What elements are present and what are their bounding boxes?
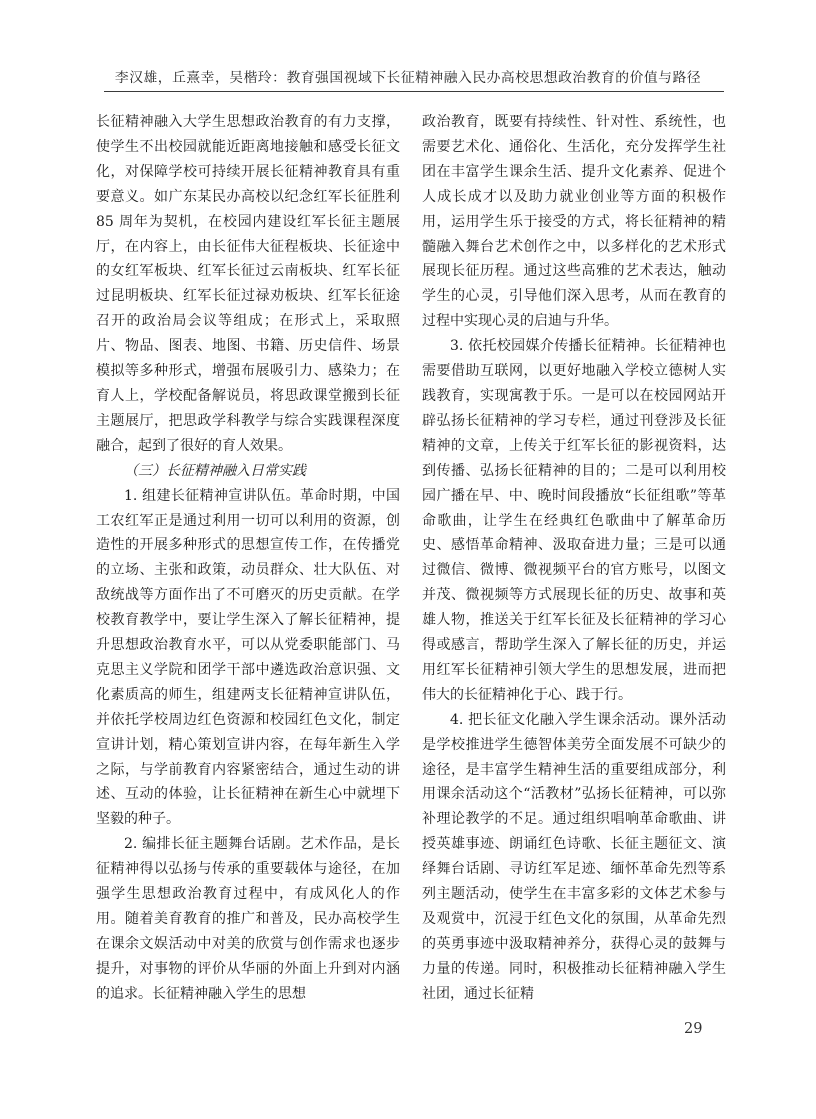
header-rule <box>104 91 724 92</box>
page-number: 29 <box>684 1021 703 1037</box>
body-paragraph-continuation: 政治教育，既要有持续性、针对性、系统性，也需要艺术化、通俗化、生活化，充分发挥学生社团在丰富学生课余生活、提升文化素养、促进个人成长成才以及助力就业创业等方面的积极作用，运用学生乐于接受的方式，将长征精神的精髓融入舞台艺术创作之中，以多样化的艺术形式展现长征历程。通过这些高雅的艺术表达，触动学生的心灵，引导他们深入思考，从而在教育的过程中实现心灵的启迪与升华。 <box>422 114 726 330</box>
section-heading: （三）长征精神融入日常实践 <box>124 462 306 479</box>
page-body <box>96 110 726 1007</box>
body-paragraph: 1. 组建长征精神宣讲队伍。革命时期，中国工农红军正是通过利用一切可以利用的资源，创造性的开展多种形式的思想宣传工作，在传播党的立场、主张和政策，动员群众、壮大队伍、对敌统战等方面作出了不可磨灭的历史贡献。在学校教育教学中，要让学生深入了解长征精神，提升思想政治教育水平，可以从党委职能部门、马克思主义学院和团学干部中遴选政治意识强、文化素质高的师生，组建两支长征精神宣讲队伍，并依托学校周边红色资源和校园红色文化，制定宣讲计划，精心策划宣讲内容，在每年新生入学之际，与学前教育内容紧密结合，通过生动的讲述、互动的体验，让长征精神在新生心中就埋下坚毅的种子。 <box>96 487 400 828</box>
running-header: 李汉雄，丘熹幸，吴楷玲：教育强国视域下长征精神融入民办高校思想政治教育的价值与路径 <box>114 70 702 86</box>
body-paragraph: 2. 编排长征主题舞台话剧。艺术作品，是长征精神得以弘扬与传承的重要载体与途径，在加强学生思想政治教育过程中，有成风化人的作用。随着美育教育的推广和普及，民办高校学生在课余文娱活动中对美的欣赏与创作需求也逐步提升，对事物的评价从华丽的外面上升到对内涵的追求。长征精神融入学生的思想 <box>96 836 400 1002</box>
right-column <box>422 110 726 1007</box>
body-paragraph: 3. 依托校园媒介传播长征精神。长征精神也需要借助互联网，以更好地融入学校立德树人实践教育，实现寓教于乐。一是可以在校园网站开辟弘扬长征精神的学习专栏，通过刊登涉及长征精神的文章，上传关于红军长征的影视资料，达到传播、弘扬长征精神的目的；二是可以利用校园广播在早、中、晚时间段播放“长征组歌”等革命歌曲，让学生在经典红色歌曲中了解革命历史、感悟革命精神、汲取奋进力量；三是可以通过微信、微博、微视频平台的官方账号，以图文并茂、微视频等方式展现长征的历史、故事和英雄人物，推送关于红军长征及长征精神的学习心得或感言，帮助学生深入了解长征的历史，并运用红军长征精神引领大学生的思想发展，进而把伟大的长征精神化于心、践于行。 <box>422 338 726 703</box>
left-column <box>96 110 400 1007</box>
body-paragraph: 4. 把长征文化融入学生课余活动。课外活动是学校推进学生德智体美劳全面发展不可缺少的途径，是丰富学生精神生活的重要组成部分，利用课余活动这个“活教材”弘扬长征精神，可以弥补理论教学的不足。通过组织唱响革命歌曲、讲授英雄事迹、朗诵红色诗歌、长征主题征文、演绎舞台话剧、寻访红军足迹、缅怀革命先烈等系列主题活动，使学生在丰富多彩的文体艺术参与及观赏中，沉浸于红色文化的氛围，从革命先烈的英勇事迹中汲取精神养分，获得心灵的鼓舞与力量的传递。同时，积极推动长征精神融入学生社团，通过长征精 <box>422 711 726 1002</box>
body-paragraph-continuation: 长征精神融入大学生思想政治教育的有力支撑，使学生不出校园就能近距离地接触和感受长征文化，对保障学校可持续开展长征精神教育具有重要意义。如广东某民办高校以纪念红军长征胜利 85 周年为契机，在校园内建设红军长征主题展厅，在内容上，由长征伟大征程板块、长征途中的女红军板块、红军长征过云南板块、红军长征过昆明板块、红军长征过禄劝板块、红军长征途召开的政治局会议等组成；在形式上，采取照片、物品、图表、地图、书籍、历史信件、场景模拟等多种形式，增强布展吸引力、感染力；在育人上，学校配备解说员，将思政课堂搬到长征主题展厅，把思政学科教学与综合实践课程深度融合，起到了很好的育人效果。 <box>96 114 400 454</box>
